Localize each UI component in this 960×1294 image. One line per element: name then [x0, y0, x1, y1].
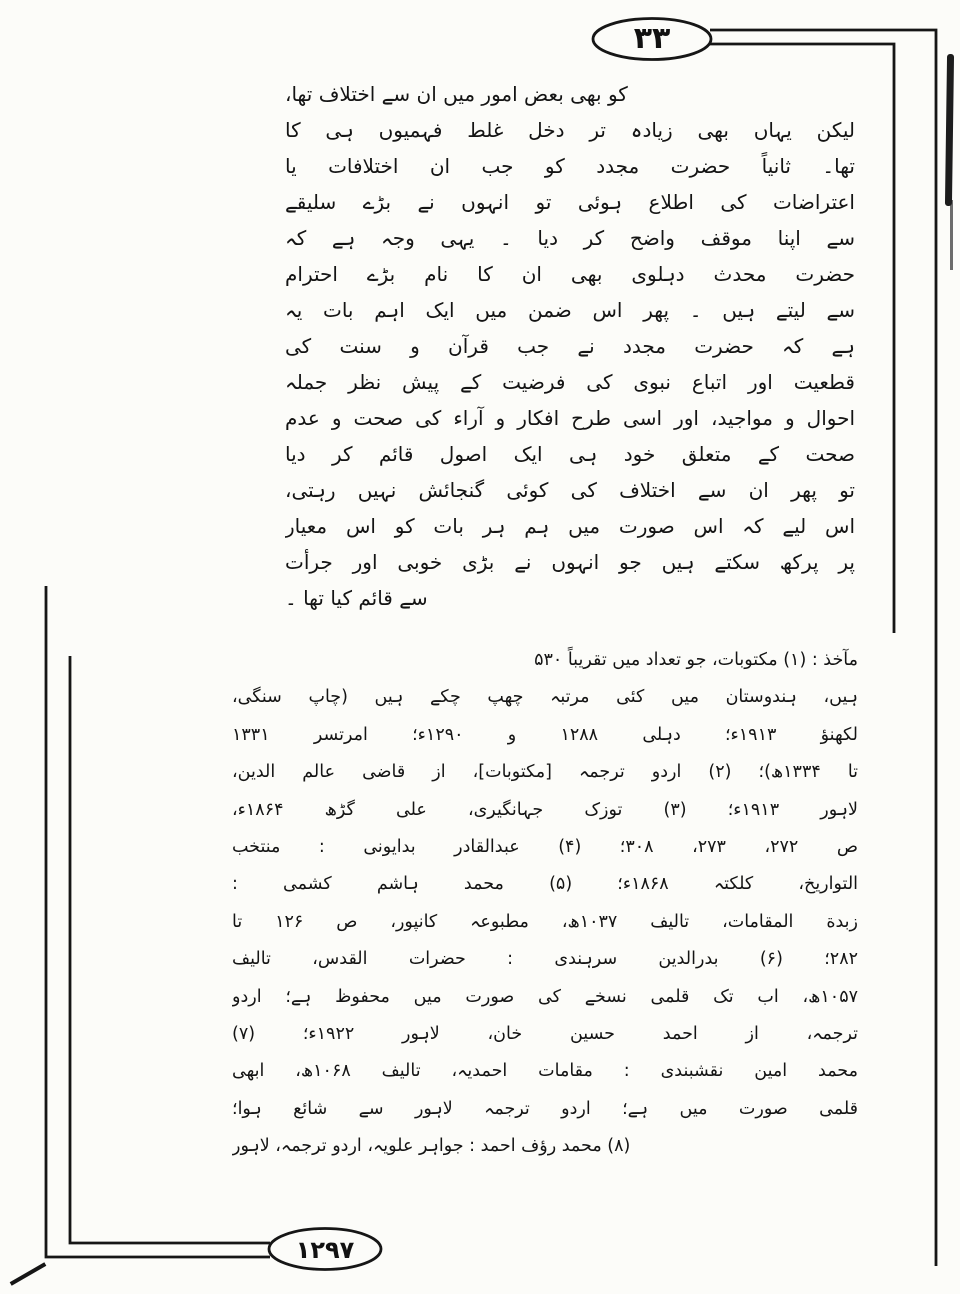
text-line: حضرت محدث دہلوی بھی ان کا نام بڑے احترام — [285, 262, 855, 286]
text-line: احوال و مواجید، اور اسی طرح افکار و آراء کی صحت و عدم — [285, 406, 855, 430]
footnote-line: لکھنؤ ۱۹۱۳ء؛ دہلی ۱۲۸۸ و ۱۲۹۰ء؛ امرتسر ۱۳۳۱ — [232, 724, 858, 745]
text-line: اعتراضات کی اطلاع ہوئی تو انہوں نے بڑے سلیقے — [285, 190, 855, 214]
text-line: تو پھر ان سے اختلاف کی کوئی گنجائش نہیں رہتی، — [285, 478, 855, 502]
main-paragraph — [285, 76, 855, 616]
footnote-line: ص ۲۷۲، ۲۷۳، ۳۰۸؛ (۴) عبدالقادر بدایونی : منتخب — [232, 836, 858, 857]
text-line: صحت کے متعلق خود ہی ایک اصول قائم کر دیا — [285, 442, 855, 466]
text-line: تھا۔ ثانیاً حضرت مجدد کو جب ان اختلافات یا — [285, 154, 855, 178]
footnote-line: قلمی صورت میں ہے؛ اردو ترجمہ لاہور سے شائع ہوا؛ — [232, 1098, 858, 1119]
footnote-line: محمد امین نقشبندی : مقامات احمدیہ، تالیف ۱۰۶۸ھ، ابھی — [232, 1061, 858, 1082]
footnote-line: (۸) محمد رؤف احمد : جواہر علویہ، اردو ترجمہ، لاہور — [232, 1136, 631, 1157]
header-page-number: ۳۳ — [633, 21, 671, 56]
footnote-line: ۱۰۵۷ھ، اب تک قلمی نسخے کی صورت میں محفوظ ہے؛ اردو — [232, 986, 858, 1007]
text-line: لیکن یہاں بھی زیادہ تر دخل غلط فہمیوں ہی کا — [285, 118, 855, 142]
text-line: پر پرکھ سکتے ہیں جو انہوں نے بڑی خوبی اور جرأت — [285, 550, 855, 574]
footnote-line: مآخذ : (۱) مکتوبات، جو تعداد میں تقریباً ۵۳۰ — [534, 650, 858, 670]
footnote-line: التواریخ، کلکتہ ۱۸۶۸ء؛ (۵) محمد ہاشم کشمی : — [232, 874, 858, 895]
scan-artifact-bottom-left — [10, 1262, 47, 1285]
scan-artifact-right-edge-2 — [950, 200, 953, 270]
footer-page-number: ۱۲۹۷ — [295, 1236, 355, 1264]
footnote-line: ہیں، ہندوستان میں کئی مرتبہ چھپ چکے ہیں (چاپ سنگی، — [232, 687, 858, 708]
footnote-line: ترجمہ، از احمد حسین خان، لاہور ۱۹۲۲ء؛ (۷) — [232, 1023, 858, 1044]
footnote-line: زبدة المقامات، تالیف ۱۰۳۷ھ، مطبوعہ کانپور، ص ۱۲۶ تا — [232, 911, 858, 932]
text-line: ہے کہ حضرت مجدد نے جب قرآن و سنت کی — [285, 334, 855, 358]
footnote-line: تا ۱۳۳۴ھ)؛ (۲) اردو ترجمہ [مکتوبات]، از قاضی عالم الدین، — [232, 762, 858, 783]
text-line: کو بھی بعض امور میں ان سے اختلاف تھا، — [285, 82, 628, 106]
footnotes-section — [232, 642, 858, 1165]
text-line: قطعیت اور اتباع نبوی کی فرضیت کے پیش نظر جملہ — [285, 370, 855, 394]
footnote-line: لاہور ۱۹۱۳ء؛ (۳) توزک جہانگیری، علی گڑھ ۱۸۶۴ء، — [232, 799, 858, 820]
text-line: سے لیتے ہیں ۔ پھر اس ضمن میں ایک اہم بات یہ — [285, 298, 855, 322]
text-line: اس لیے کہ اس صورت میں ہم ہر بات کو اس معیار — [285, 514, 855, 538]
scan-artifact-right-edge — [945, 54, 954, 206]
text-line: سے اپنا موقف واضح کر دیا ۔ یہی وجہ ہے کہ — [285, 226, 855, 250]
text-line: سے قائم کیا تھا ۔ — [285, 586, 428, 610]
footnote-line: ۲۸۲؛ (۶) بدرالدین سرہندی : حضرات القدس، تالیف — [232, 949, 858, 970]
